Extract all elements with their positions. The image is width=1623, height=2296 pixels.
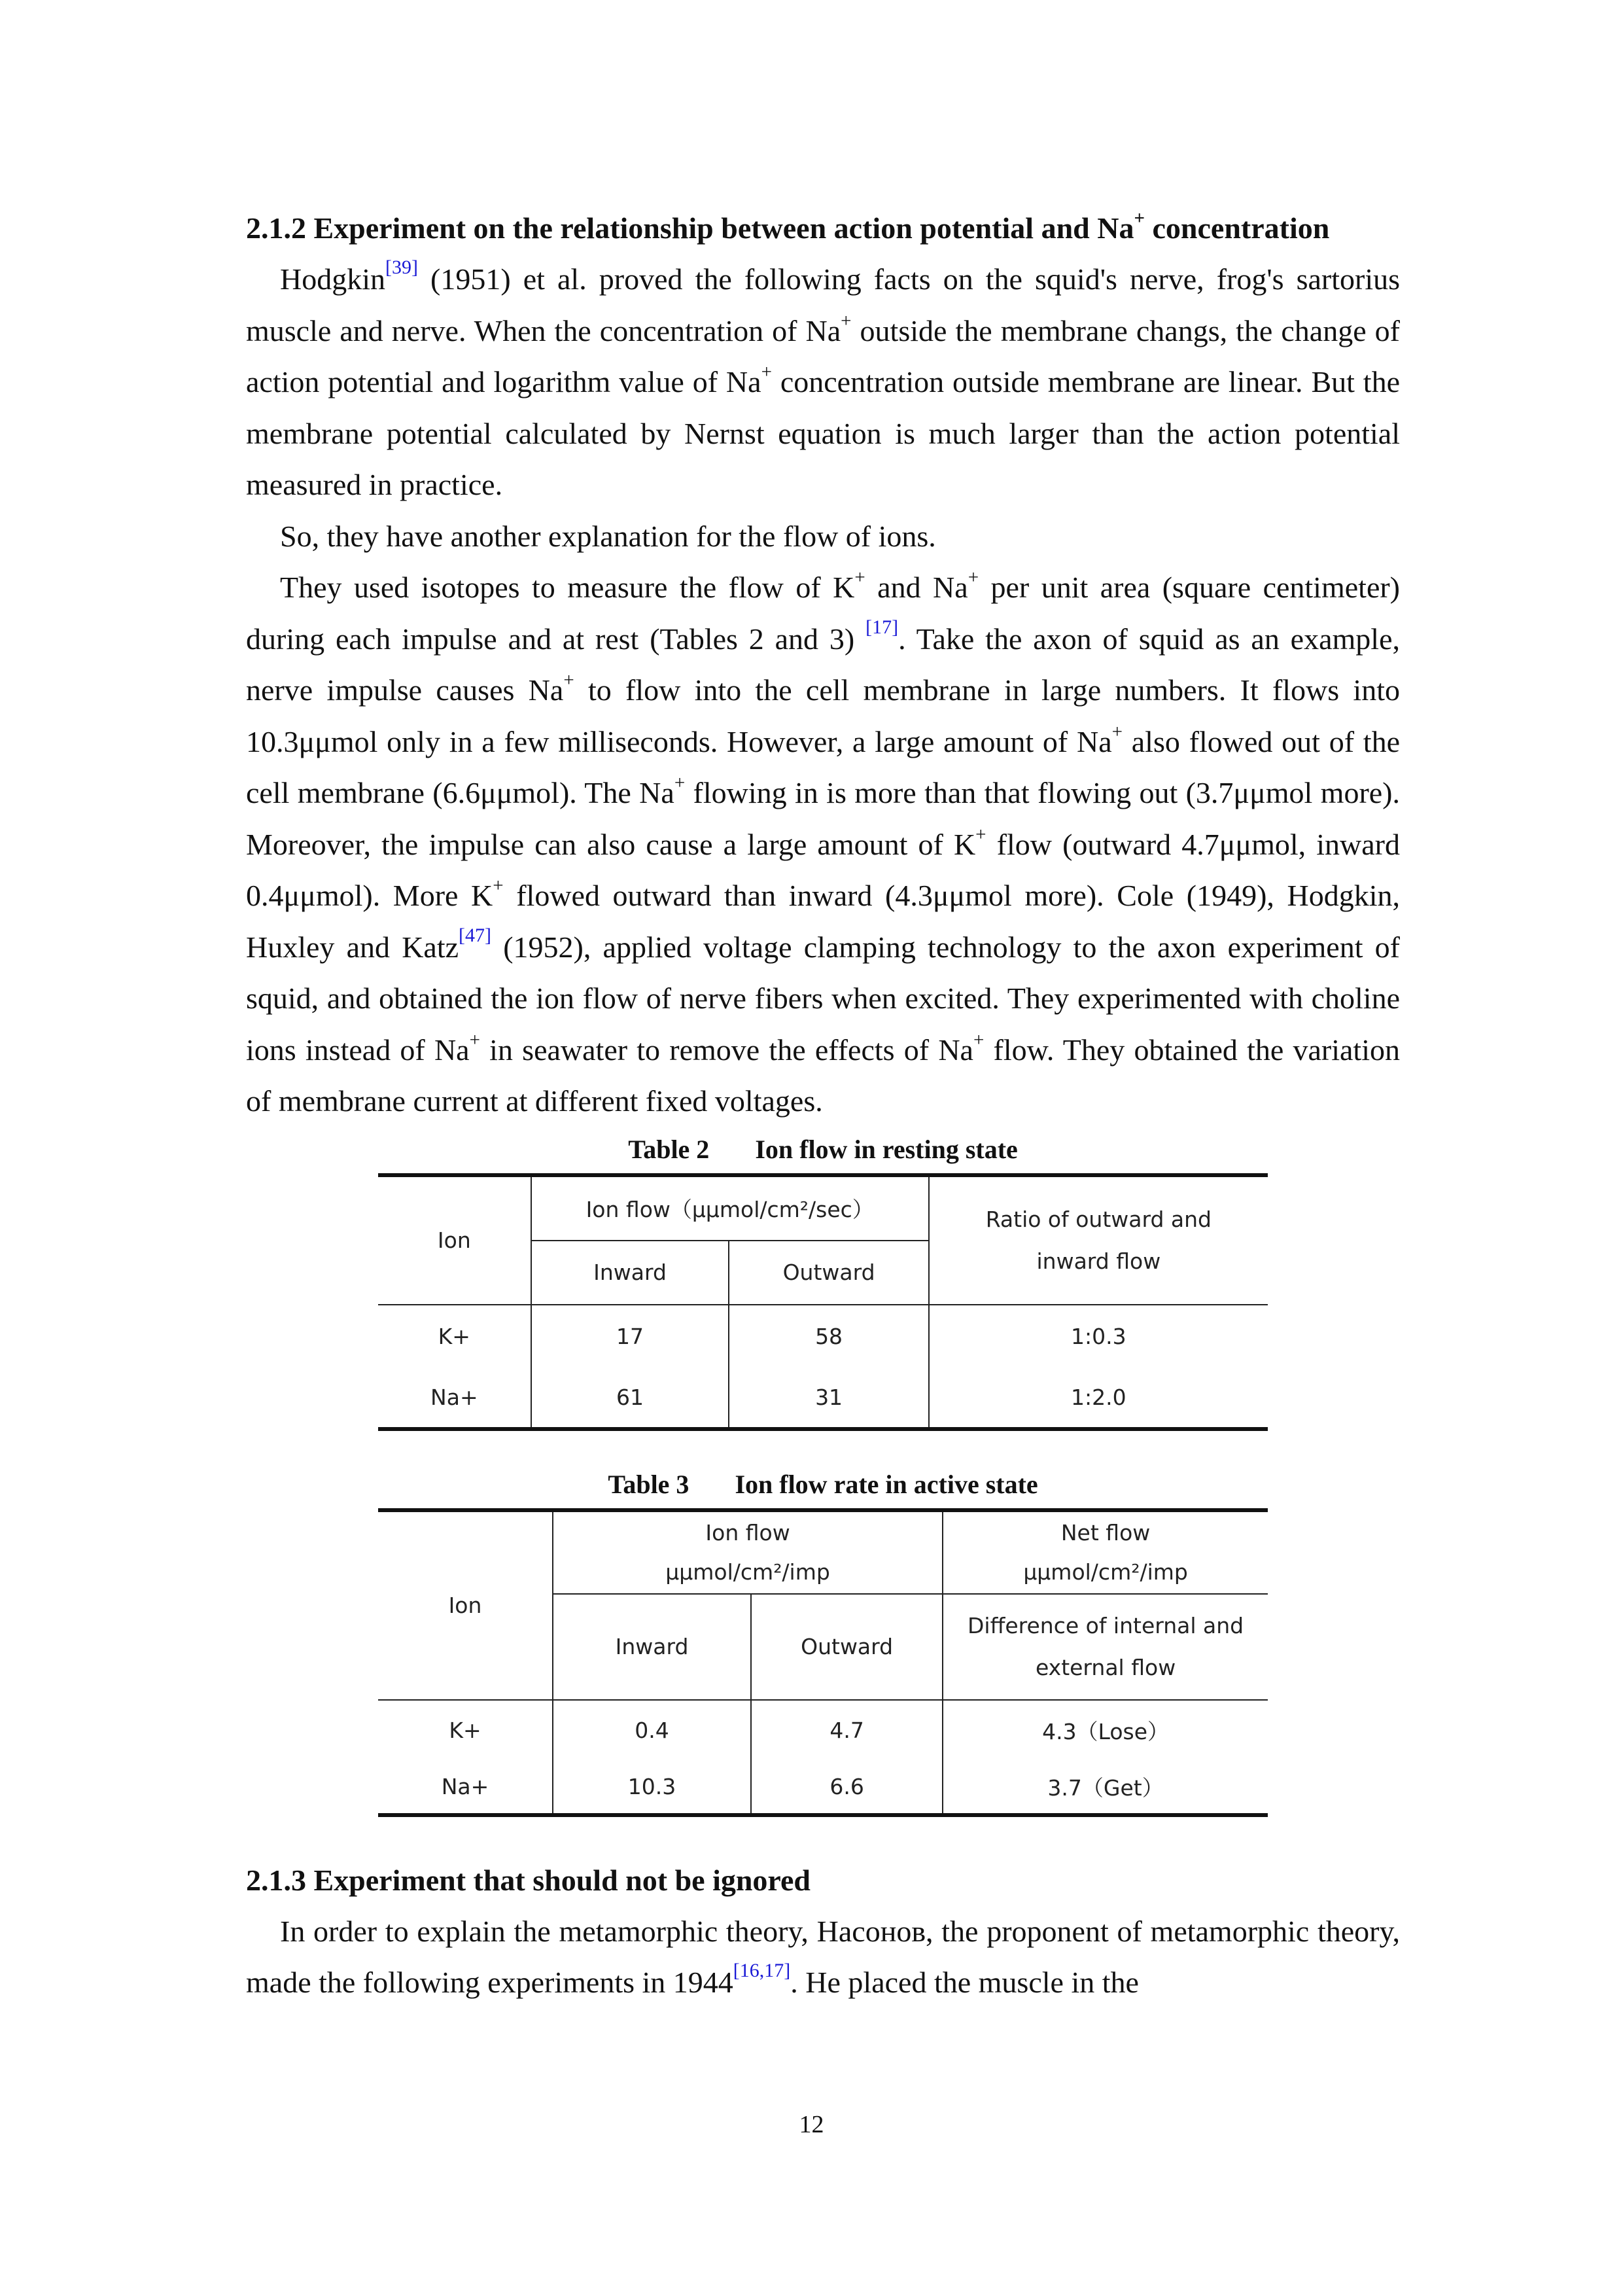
superscript: + bbox=[854, 567, 865, 588]
text: concentration outside membrane are linear. But the membrane potential calculated by Nernst equation is much larger than the action potential measured in practice. bbox=[246, 365, 1400, 501]
superscript: + bbox=[1134, 207, 1145, 229]
col-header-outward: Outward bbox=[729, 1241, 928, 1305]
cell-inward: 61 bbox=[531, 1368, 729, 1429]
text: They used isotopes to measure the flow of K bbox=[280, 571, 855, 604]
header-line: Difference of internal and bbox=[968, 1612, 1244, 1638]
paragraph-explanation: So, they have another explanation for the flow of ions. bbox=[280, 519, 936, 553]
page-number: 12 bbox=[799, 2111, 824, 2138]
superscript: + bbox=[975, 823, 986, 845]
table-ion-flow-resting bbox=[378, 1173, 1268, 1431]
cell-inward: 10.3 bbox=[553, 1761, 751, 1815]
paragraph-metamorphic bbox=[246, 1906, 1400, 2009]
text: in seawater to remove the effects of Na bbox=[480, 1033, 973, 1067]
header-line: μμmol/cm²/imp bbox=[665, 1559, 830, 1585]
col-header-inward: Inward bbox=[553, 1594, 751, 1700]
heading-text-tail: concentration bbox=[1144, 211, 1330, 245]
caption-title: Ion flow in resting state bbox=[755, 1134, 1018, 1164]
cell-ion: Na+ bbox=[441, 1774, 489, 1799]
superscript: + bbox=[1111, 720, 1123, 742]
col-header-ion-flow: Ion flow（μμmol/cm²/sec） bbox=[531, 1175, 929, 1241]
cell-net: 4.3（Lose） bbox=[943, 1700, 1268, 1761]
header-line: external flow bbox=[1035, 1654, 1176, 1680]
citation-link[interactable]: [47] bbox=[459, 924, 492, 946]
citation-link[interactable]: [17] bbox=[865, 616, 899, 638]
page-body bbox=[246, 196, 1400, 2009]
header-line: Ion flow bbox=[705, 1519, 790, 1545]
superscript: + bbox=[493, 875, 504, 896]
text: also flowed out of the cell membrane (6.6μμmol). The Na bbox=[246, 724, 1400, 809]
superscript: + bbox=[841, 309, 852, 331]
text: . He placed the muscle in the bbox=[790, 1966, 1139, 1999]
header-line: μμmol/cm²/imp bbox=[1023, 1559, 1188, 1585]
text: flowed outward than inward (4.3μμmol more). Cole (1949), Hodgkin, Huxley and Katz bbox=[246, 879, 1400, 964]
caption-number: Table 2 bbox=[628, 1134, 710, 1164]
superscript: + bbox=[563, 669, 574, 691]
col-header-difference bbox=[943, 1594, 1268, 1700]
text: . Take the axon of squid as an example, nerve impulse causes Na bbox=[246, 622, 1400, 707]
table-2-caption bbox=[246, 1130, 1400, 1169]
heading-text: 2.1.2 Experiment on the relationship between action potential and Na bbox=[246, 211, 1134, 245]
text: outside the membrane changs, the change of action potential and logarithm value of Na bbox=[246, 313, 1400, 398]
cell-ratio: 1:2.0 bbox=[929, 1368, 1268, 1429]
caption-number: Table 3 bbox=[608, 1469, 689, 1499]
table-row bbox=[378, 1761, 1268, 1815]
text: In order to explain the metamorphic theory, Насонов, the proponent of metamorphic theory, made the following experiments in 1944 bbox=[246, 1914, 1400, 1999]
cell-outward: 31 bbox=[729, 1368, 928, 1429]
text: to flow into the cell membrane in large numbers. It flows into 10.3μμmol only in a few milliseconds. However, a large amount of Na bbox=[246, 673, 1400, 758]
citation-link[interactable]: [16,17] bbox=[733, 1960, 791, 1981]
text: Hodgkin bbox=[280, 262, 385, 296]
text: (1951) et al. proved the following facts on the squid's nerve, frog's sartorius muscle and nerve. When the concentration of Na bbox=[246, 262, 1400, 347]
text: (1952), applied voltage clamping technology to the axon experiment of squid, and obtained the ion flow of nerve fibers when excited. They experimented with choline ions instead of Na bbox=[246, 930, 1400, 1067]
text: flow. They obtained the variation of membrane current at different fixed voltages. bbox=[246, 1033, 1400, 1118]
table-row bbox=[378, 1368, 1268, 1429]
cell-inward: 0.4 bbox=[553, 1700, 751, 1761]
col-header-net-flow bbox=[943, 1510, 1268, 1594]
col-header-outward: Outward bbox=[751, 1594, 943, 1700]
cell-inward: 17 bbox=[531, 1305, 729, 1368]
text: and Na bbox=[865, 571, 968, 604]
col-header-ion-flow bbox=[553, 1510, 943, 1594]
cell-outward: 4.7 bbox=[751, 1700, 943, 1761]
col-header-ion: Ion bbox=[448, 1593, 482, 1618]
cell-outward: 6.6 bbox=[751, 1761, 943, 1815]
superscript: + bbox=[973, 1029, 985, 1050]
cell-outward: 58 bbox=[729, 1305, 928, 1368]
superscript: + bbox=[761, 361, 772, 383]
cell-net: 3.7（Get） bbox=[943, 1761, 1268, 1815]
cell-ratio: 1:0.3 bbox=[929, 1305, 1268, 1368]
paragraph-hodgkin bbox=[246, 254, 1400, 511]
paragraph-isotopes bbox=[246, 562, 1400, 1127]
cell-ion: K+ bbox=[449, 1718, 481, 1743]
col-header-ion: Ion bbox=[437, 1227, 471, 1253]
header-line: Net flow bbox=[1060, 1519, 1151, 1545]
section-heading-2-1-3: 2.1.3 Experiment that should not be ignored bbox=[246, 1863, 811, 1897]
caption-title: Ion flow rate in active state bbox=[735, 1469, 1038, 1499]
col-header-inward: Inward bbox=[531, 1241, 729, 1305]
section-heading-2-1-2 bbox=[246, 203, 1400, 254]
table-row bbox=[378, 1305, 1268, 1368]
text: flow (outward 4.7μμmol, inward 0.4μμmol). More K bbox=[246, 827, 1400, 912]
text: flowing in is more than that flowing out (3.7μμmol more). Moreover, the impulse can also cause a large amount of K bbox=[246, 776, 1400, 861]
superscript: + bbox=[674, 772, 686, 794]
table-ion-flow-active bbox=[378, 1508, 1268, 1817]
superscript: + bbox=[469, 1029, 480, 1050]
superscript: + bbox=[968, 567, 979, 588]
text: per unit area (square centimeter) during each impulse and at rest (Tables 2 and 3) bbox=[246, 571, 1400, 656]
cell-ion: Na+ bbox=[430, 1385, 478, 1410]
cell-ion: K+ bbox=[438, 1324, 470, 1349]
col-header-ratio: Ratio of outward and inward flow bbox=[929, 1175, 1268, 1305]
table-3-caption bbox=[246, 1465, 1400, 1504]
citation-link[interactable]: [39] bbox=[385, 256, 418, 278]
table-row bbox=[378, 1700, 1268, 1761]
